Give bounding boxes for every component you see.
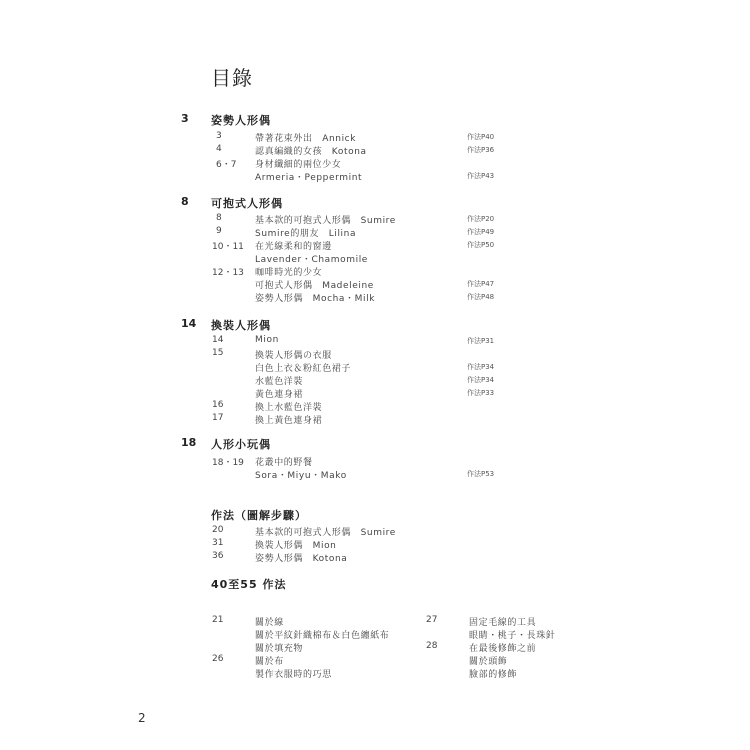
entry-title: 姿勢人形偶 Mocha・Milk <box>255 294 376 304</box>
page-number: 2 <box>138 711 146 725</box>
entry-page-ref: 作法P34 <box>467 363 495 371</box>
entry-number: 27 <box>426 615 438 625</box>
entry-page-ref: 作法P20 <box>467 215 495 223</box>
entry-number: 18・19 <box>212 458 244 468</box>
entry-number: 17 <box>212 413 224 423</box>
entry-title: 換裝人形偶の衣服 <box>255 351 332 361</box>
entry-title: Sora・Miyu・Mako <box>255 471 347 481</box>
entry-number: 10・11 <box>212 242 244 252</box>
entry-title: 身材纖細的兩位少女 <box>255 160 342 170</box>
entry-number: 20 <box>212 525 224 535</box>
entry-page-ref: 作法P34 <box>467 376 495 384</box>
entry-title: 換裝人形偶 Mion <box>255 541 337 551</box>
entry-title: 白色上衣＆粉紅色裙子 <box>255 364 352 374</box>
entry-title: Sumire的朋友 Lilina <box>255 229 357 239</box>
entry-title: 關於頭飾 <box>469 657 508 667</box>
entry-title: 帶著花束外出 Annick <box>255 134 357 144</box>
entry-title: 姿勢人形偶 Kotona <box>255 554 348 564</box>
entry-title: 關於平紋針織棉布＆白色纏紙布 <box>255 631 390 641</box>
entry-title: 水藍色洋裝 <box>255 377 304 387</box>
entry-number: 14 <box>212 335 224 345</box>
entry-title: 關於填充物 <box>255 644 304 654</box>
section-title: 換裝人形偶 <box>211 319 271 332</box>
section-title: 姿勢人形偶 <box>211 114 271 127</box>
entry-number: 6・7 <box>216 160 237 170</box>
entry-page-ref: 作法P53 <box>467 470 495 478</box>
entry-title: 換上黃色連身裙 <box>255 416 323 426</box>
entry-number: 26 <box>212 654 224 664</box>
section-number: 8 <box>181 195 189 208</box>
entry-title: Armeria・Peppermint <box>255 173 363 183</box>
entry-number: 3 <box>216 131 222 141</box>
howto-title: 作法（圖解步驟） <box>211 509 307 522</box>
entry-title: 換上水藍色洋裝 <box>255 403 323 413</box>
entry-title: 咖啡時光的少女 <box>255 268 323 278</box>
entry-number: 21 <box>212 615 224 625</box>
entry-title: 認真編織的女孩 Kotona <box>255 147 367 157</box>
entry-title: Mion <box>255 335 279 345</box>
entry-page-ref: 作法P33 <box>467 389 495 397</box>
howto40-title: 40至55 作法 <box>211 578 287 591</box>
entry-number: 31 <box>212 538 224 548</box>
entry-title: 製作衣服時的巧思 <box>255 670 332 680</box>
entry-page-ref: 作法P48 <box>467 293 495 301</box>
entry-number: 4 <box>216 144 222 154</box>
entry-title: 在光線柔和的窗邊 <box>255 242 332 252</box>
entry-page-ref: 作法P43 <box>467 172 495 180</box>
entry-number: 12・13 <box>212 268 244 278</box>
entry-title: 關於布 <box>255 657 284 667</box>
entry-title: 關於線 <box>255 618 284 628</box>
entry-title: Lavender・Chamomile <box>255 255 368 265</box>
entry-page-ref: 作法P40 <box>467 133 495 141</box>
entry-number: 8 <box>216 213 222 223</box>
entry-page-ref: 作法P36 <box>467 146 495 154</box>
entry-number: 9 <box>216 226 222 236</box>
page-title: 目錄 <box>211 66 253 90</box>
section-number: 18 <box>181 436 197 449</box>
entry-title: 眼睛・桃子・長珠針 <box>469 631 556 641</box>
entry-title: 可抱式人形偶 Madeleine <box>255 281 374 291</box>
entry-page-ref: 作法P50 <box>467 241 495 249</box>
section-title: 人形小玩偶 <box>211 438 271 451</box>
entry-page-ref: 作法P49 <box>467 228 495 236</box>
entry-number: 16 <box>212 400 224 410</box>
entry-title: 基本款的可抱式人形偶 Sumire <box>255 216 396 226</box>
entry-title: 基本款的可抱式人形偶 Sumire <box>255 528 396 538</box>
entry-title: 在最後修飾之前 <box>469 644 537 654</box>
entry-title: 臉部的修飾 <box>469 670 518 680</box>
entry-page-ref: 作法P47 <box>467 280 495 288</box>
entry-title: 固定毛線的工具 <box>469 618 537 628</box>
section-title: 可抱式人形偶 <box>211 197 283 210</box>
entry-page-ref: 作法P31 <box>467 337 495 345</box>
entry-number: 36 <box>212 551 224 561</box>
entry-title: 花叢中的野餐 <box>255 458 313 468</box>
entry-number: 28 <box>426 641 438 651</box>
section-number: 3 <box>181 112 189 125</box>
entry-title: 黃色連身裙 <box>255 390 304 400</box>
section-number: 14 <box>181 317 197 330</box>
entry-number: 15 <box>212 348 224 358</box>
